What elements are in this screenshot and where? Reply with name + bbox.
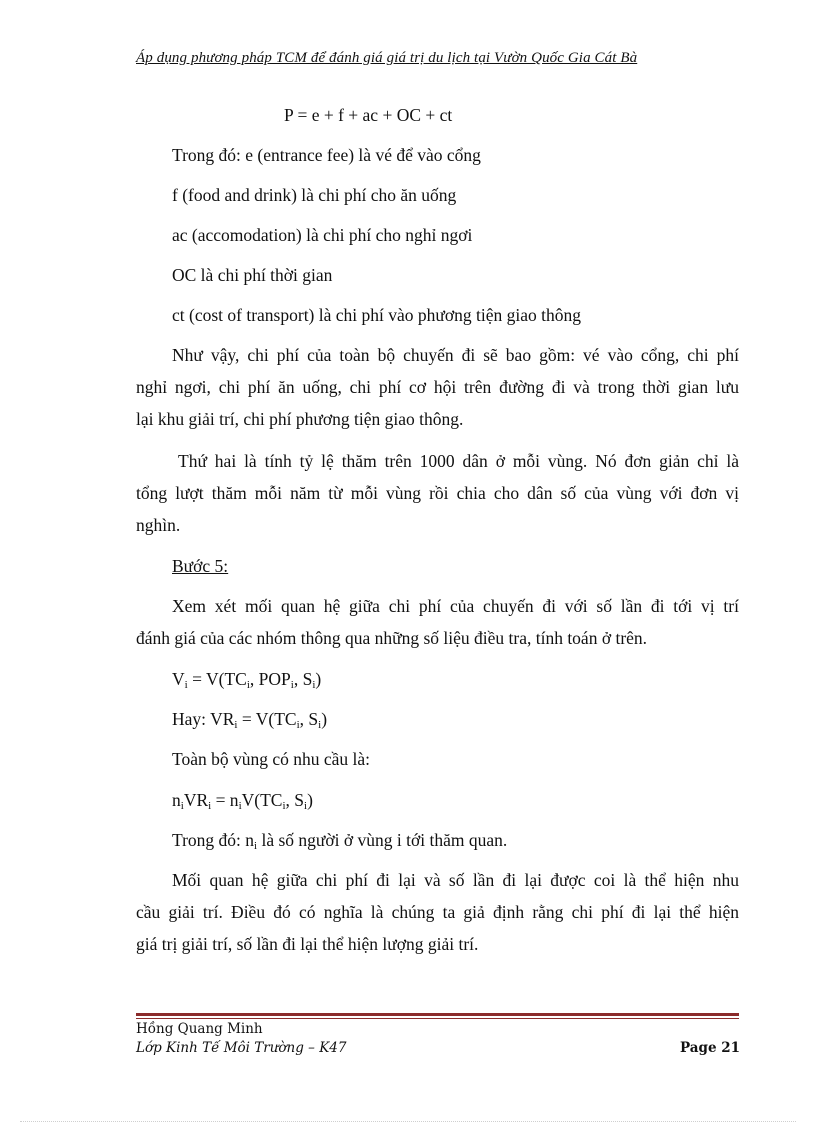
paragraph-4-line-2: cầu giải trí. Điều đó có nghĩa là chúng ta giả định rằng chi phí đi lại thể hiện: [136, 902, 739, 922]
definition-ac: ac (accomodation) là chi phí cho nghỉ ngơi: [172, 225, 473, 245]
footer-rule-thin: [136, 1018, 739, 1019]
paragraph-3-line-1: Xem xét mối quan hệ giữa chi phí của chuyến đi với số lần đi tới vị trí: [172, 596, 739, 616]
paragraph-4-line-3: giá trị giải trí, số lần đi lại thể hiện lượng giải trí.: [136, 934, 479, 954]
footer-page-number: Page 21: [680, 1040, 741, 1056]
footer-rule: [136, 1013, 739, 1016]
footer-author: Hồng Quang Minh: [136, 1021, 263, 1037]
equation-visits: $V_i = V(TC_i$, $POP_i$, $S_i$): [172, 669, 322, 691]
definition-ct: ct (cost of transport) là chi phí vào phương tiện giao thông: [172, 305, 581, 325]
running-header: Áp dụng phương pháp TCM để đánh giá giá trị du lịch tại Vườn Quốc Gia Cát Bà: [136, 50, 638, 66]
paragraph-2-line-1: Thứ hai là tính tỷ lệ thăm trên 1000 dân ở mỗi vùng. Nó đơn giản chỉ là: [178, 451, 739, 471]
paragraph-1-line-2: nghỉ ngơi, chi phí ăn uống, chi phí cơ hội trên đường đi và trong thời gian lưu: [136, 377, 739, 397]
demand-statement: Toàn bộ vùng có nhu cầu là:: [172, 749, 371, 769]
definition-f: f (food and drink) là chi phí cho ăn uống: [172, 185, 457, 205]
equation-visit-rate: Hay: $VR_i = V(TC_i$, $S_i$): [172, 709, 328, 731]
footer-class: Lớp Kinh Tế Môi Trường – K47: [136, 1040, 347, 1056]
definition-e: Trong đó: e (entrance fee) là vé để vào cổng: [172, 145, 481, 165]
paragraph-1-line-1: Như vậy, chi phí của toàn bộ chuyến đi sẽ bao gồm: vé vào cổng, chi phí: [172, 345, 739, 365]
definition-n: Trong đó: $n_i$ là số người ở vùng i tới thăm quan.: [172, 830, 508, 852]
definition-oc: OC là chi phí thời gian: [172, 265, 333, 285]
paragraph-2-line-2: tổng lượt thăm mỗi năm từ mỗi vùng rồi chia cho dân số của vùng với đơn vị: [136, 483, 739, 503]
paragraph-3-line-2: đánh giá của các nhóm thông qua những số liệu điều tra, tính toán ở trên.: [136, 628, 648, 648]
page-edge: [20, 1121, 796, 1122]
formula-total-cost: P = e + f + ac + OC + ct: [284, 105, 453, 125]
paragraph-4-line-1: Mối quan hệ giữa chi phí đi lại và số lần đi lại được coi là thể hiện nhu: [172, 870, 739, 890]
paragraph-2-line-3: nghìn.: [136, 515, 181, 535]
paragraph-1-line-3: lại khu giải trí, chi phí phương tiện giao thông.: [136, 409, 464, 429]
step-5-heading: Bước 5:: [172, 556, 229, 576]
equation-total-demand: $n_iVR_i = n_iV(TC_i$, $S_i$): [172, 790, 313, 812]
